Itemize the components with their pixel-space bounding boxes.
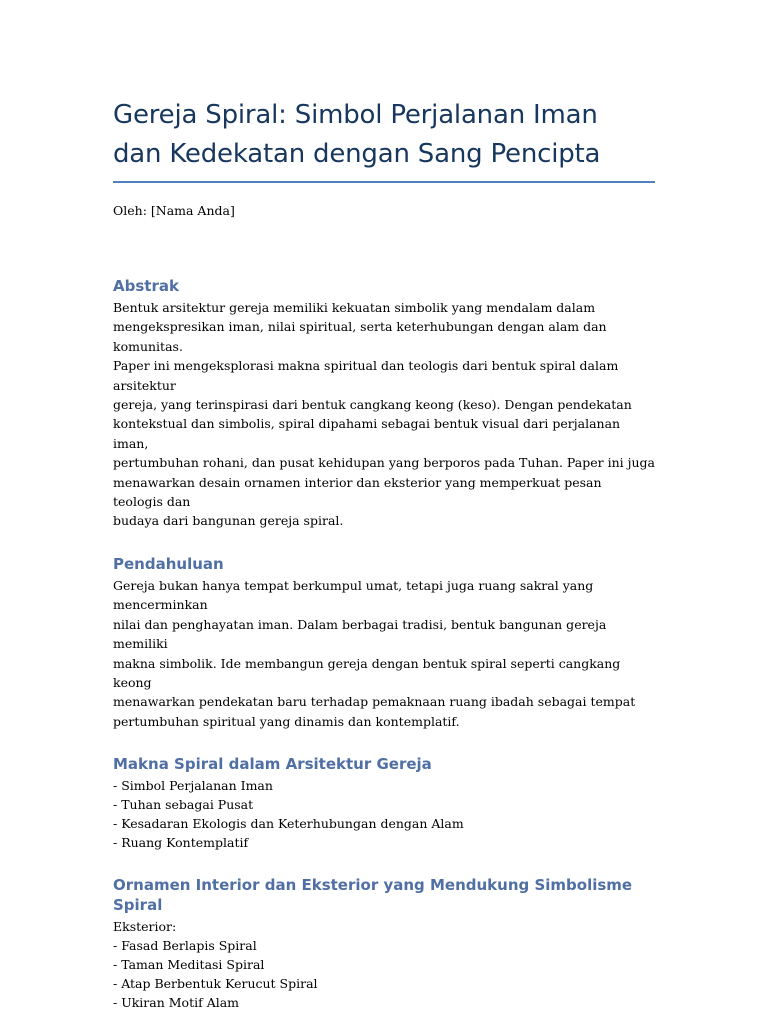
abstrak-line: kontekstual dan simbolis, spiral dipahami sebagai bentuk visual dari perjalanan iman,: [113, 416, 621, 451]
section-heading-pendahuluan: Pendahuluan: [113, 554, 224, 573]
document-title: [113, 96, 655, 174]
title-line-1: Gereja Spiral: Simbol Perjalanan Iman: [113, 100, 598, 130]
makna-list: [113, 776, 655, 852]
list-item: - Taman Meditasi Spiral: [113, 957, 265, 973]
title-line-2: dan Kedekatan dengan Sang Pencipta: [113, 139, 601, 169]
abstrak-line: gereja, yang terinspirasi dari bentuk cangkang keong (keso). Dengan pendekatan: [113, 397, 632, 413]
title-underline: [113, 181, 655, 183]
list-item: - Simbol Perjalanan Iman: [113, 778, 273, 794]
pendahuluan-line: Gereja bukan hanya tempat berkumpul umat, tetapi juga ruang sakral yang mencerminkan: [113, 577, 594, 613]
list-item: - Ukiran Motif Alam: [113, 995, 240, 1011]
abstrak-line: menawarkan desain ornamen interior dan eksterior yang memperkuat pesan teologis dan: [113, 474, 602, 510]
section-heading-abstrak: Abstrak: [113, 277, 179, 295]
pendahuluan-line: menawarkan pendekatan baru terhadap pemaknaan ruang ibadah sebagai tempat: [113, 694, 636, 710]
pendahuluan-line: pertumbuhan spiritual yang dinamis dan kontemplatif.: [113, 713, 460, 729]
list-item: - Ruang Kontemplatif: [113, 835, 249, 851]
abstrak-line: Paper ini mengeksplorasi makna spiritual dan teologis dari bentuk spiral dalam arsitektur: [113, 358, 619, 393]
section-makna-spiral: [113, 754, 655, 852]
section-heading-ornamen: Ornamen Interior dan Eksterior yang Mendukung Simbolisme Spiral: [113, 876, 633, 915]
pendahuluan-paragraph: [113, 576, 655, 731]
section-ornamen: [113, 875, 655, 1012]
abstrak-line: Bentuk arsitektur gereja memiliki kekuatan simbolik yang mendalam dalam: [113, 300, 596, 315]
ornamen-subheading: Eksterior:: [113, 919, 177, 935]
list-item: - Fasad Berlapis Spiral: [113, 938, 257, 954]
author-byline: Oleh: [Nama Anda]: [113, 203, 235, 218]
list-item: - Tuhan sebagai Pusat: [113, 797, 254, 813]
document-content: [113, 96, 655, 1012]
section-abstrak: [113, 276, 655, 531]
ornamen-list: [113, 917, 655, 1012]
abstrak-line: budaya dari bangunan gereja spiral.: [113, 513, 344, 529]
section-heading-makna-spiral: Makna Spiral dalam Arsitektur Gereja: [113, 755, 432, 774]
pendahuluan-line: nilai dan penghayatan iman. Dalam berbagai tradisi, bentuk bangunan gereja memiliki: [113, 616, 607, 652]
list-item: - Kesadaran Ekologis dan Keterhubungan dengan Alam: [113, 816, 464, 832]
list-item: - Atap Berbentuk Kerucut Spiral: [113, 976, 318, 992]
section-pendahuluan: [113, 554, 655, 731]
abstrak-line: pertumbuhan rohani, dan pusat kehidupan yang berporos pada Tuhan. Paper ini juga: [113, 455, 655, 471]
pendahuluan-line: makna simbolik. Ide membangun gereja dengan bentuk spiral seperti cangkang keong: [113, 655, 621, 690]
abstrak-paragraph: [113, 298, 655, 531]
abstrak-line: mengekspresikan iman, nilai spiritual, serta keterhubungan dengan alam dan komunitas.: [113, 319, 607, 354]
